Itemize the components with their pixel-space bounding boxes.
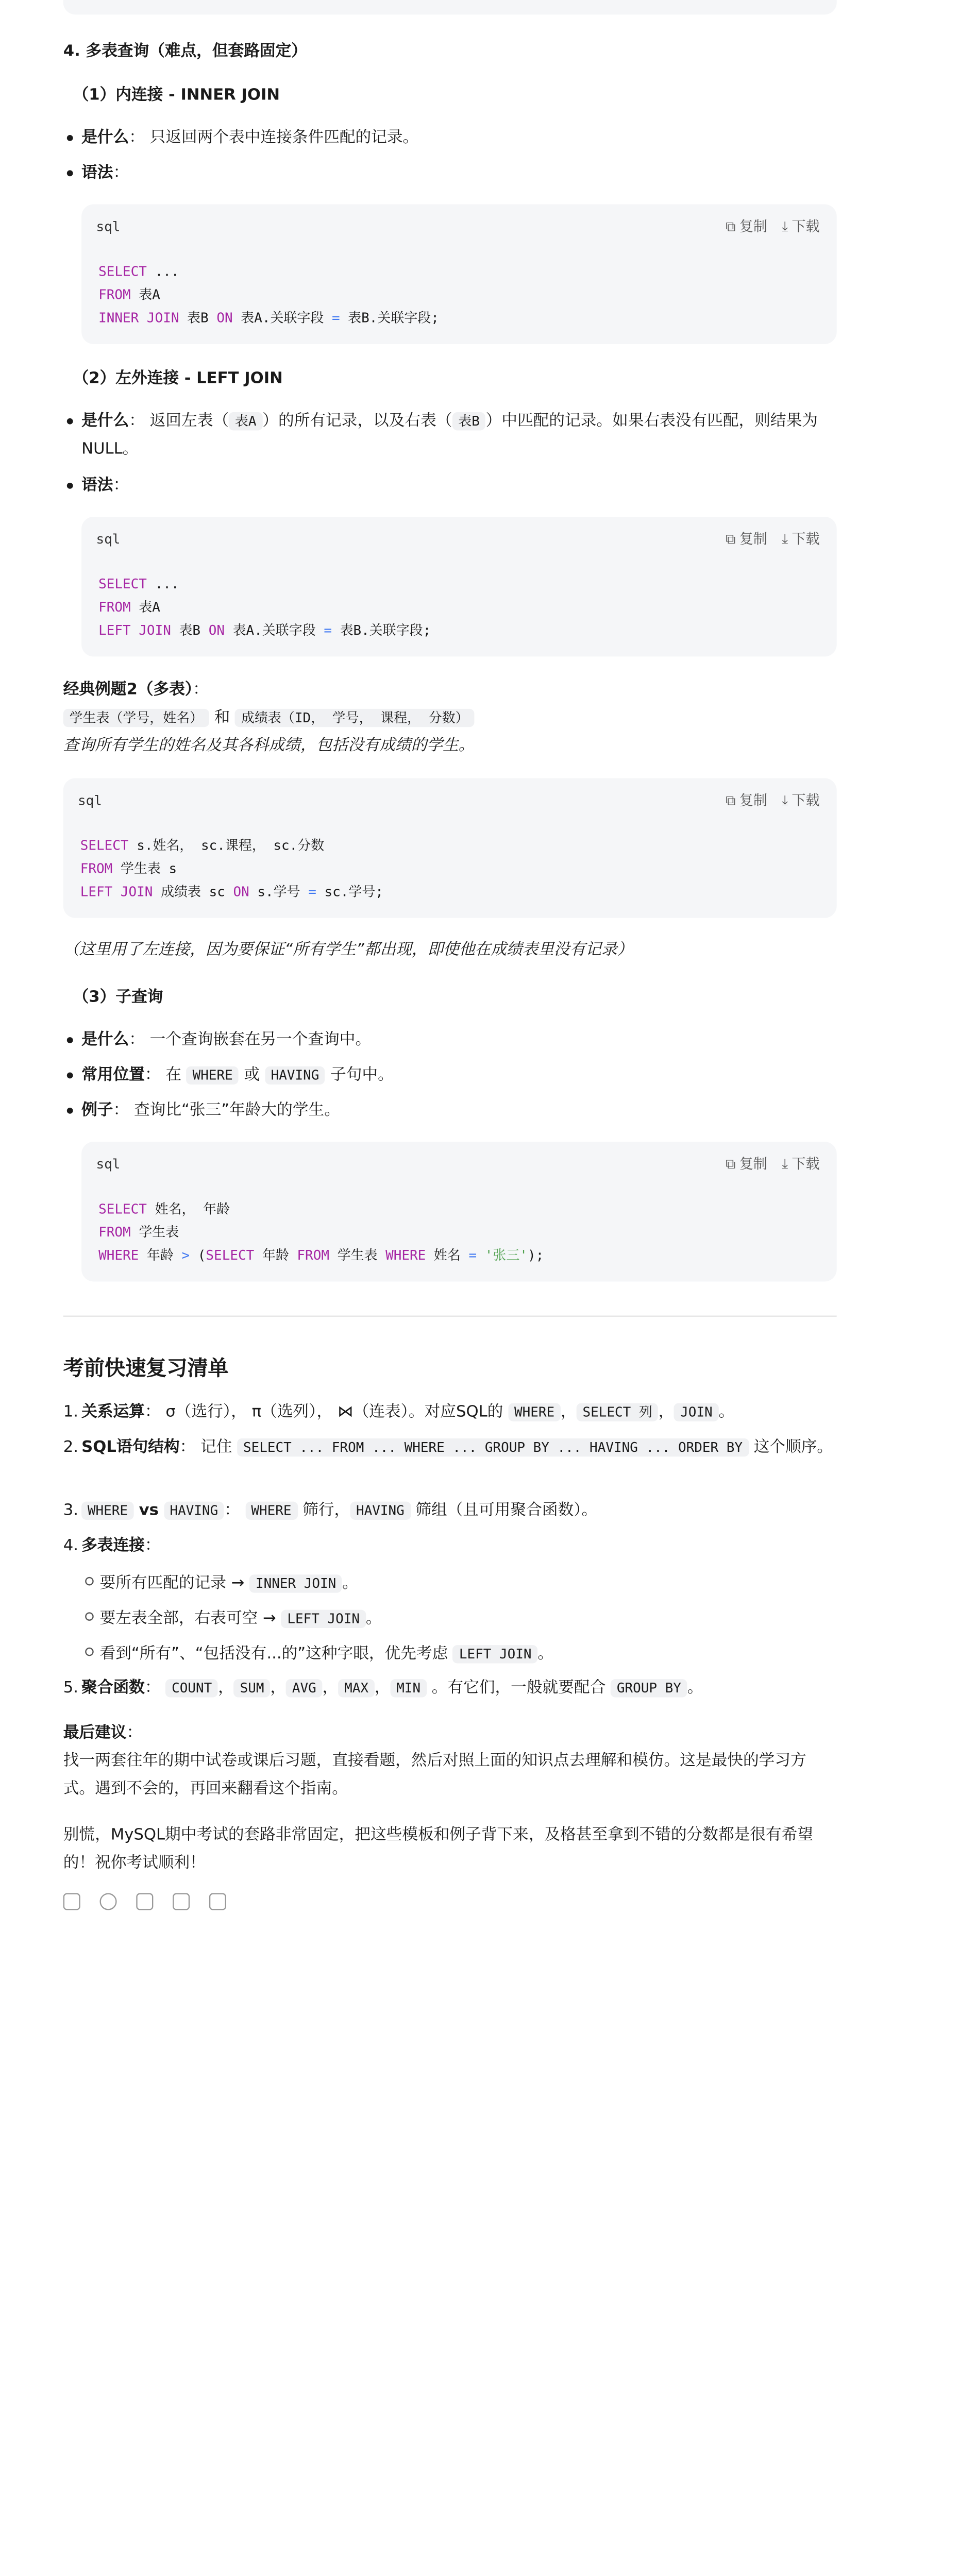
subsection-left-join-title: （2）左外连接 - LEFT JOIN <box>73 369 283 388</box>
share-icon[interactable] <box>209 1893 226 1910</box>
copy-icon: ⧉ <box>726 217 736 234</box>
download-icon: ⤓ <box>782 791 788 808</box>
divider <box>63 1316 837 1317</box>
message-actions <box>63 1893 226 1910</box>
advice-paragraph-1: 找一两套往年的期中试卷或课后习题，直接看题，然后对照上面的知识点去理解和模仿。这是最快的学习方式。遇到不会的，再回来翻看这个指南。 <box>63 1752 806 1799</box>
code-block-subquery: sql ⧉ 复制 ⤓ 下载 SELECT 姓名， 年龄 FROM 学生表 WHERE 年龄 > (SELECT 年龄 FROM 学生表 WHERE 姓名 = '张三'); <box>81 1142 837 1281</box>
download-button[interactable]: ⤓ 下载 <box>782 529 820 547</box>
download-icon: ⤓ <box>782 217 788 234</box>
copy-icon: ⧉ <box>726 1154 736 1172</box>
code-content: SELECT ... FROM 表A LEFT JOIN 表B ON 表A.关联字段 = 表B.关联字段; <box>98 576 431 638</box>
advice-paragraph-2: 别慌，MySQL期中考试的套路非常固定，把这些模板和例子背下来，及格甚至拿到不错的分数都是很有希望的！祝你考试顺利！ <box>63 1826 813 1873</box>
code-content: SELECT s.姓名， sc.课程， sc.分数 FROM 学生表 s LEFT JOIN 成绩表 sc ON s.学号 = sc.学号; <box>80 838 383 900</box>
subsection-inner-join-title: （1）内连接 - INNER JOIN <box>73 86 280 105</box>
copy-button[interactable]: ⧉ 复制 <box>726 791 767 809</box>
advice-title: 最后建议： <box>63 1724 143 1742</box>
example2-title: 经典例题2（多表）： <box>63 681 209 699</box>
download-icon: ⤓ <box>782 1154 788 1172</box>
review-title: 考前快速复习清单 <box>63 1357 229 1381</box>
section-title: 4. 多表查询（难点，但套路固定） <box>63 42 307 61</box>
code-block-example2: sql ⧉ 复制 ⤓ 下载 SELECT s.姓名， sc.课程， sc.分数 FROM 学生表 s LEFT JOIN 成绩表 sc ON s.学号 = sc.学号; <box>63 778 837 918</box>
example2-question: 查询所有学生的姓名及其各科成绩，包括没有成绩的学生。 <box>63 737 475 755</box>
code-content: SELECT 姓名， 年龄 FROM 学生表 WHERE 年龄 > (SELECT 年龄 FROM 学生表 WHERE 姓名 = '张三'); <box>98 1201 544 1264</box>
previous-code-block-edge <box>63 0 837 14</box>
thumbs-down-icon[interactable] <box>173 1893 190 1910</box>
example2-note: （这里用了左连接，因为要保证“所有学生”都出现，即使他在成绩表里没有记录） <box>63 941 633 960</box>
code-block-inner-join: sql ⧉ 复制 ⤓ 下载 SELECT ... FROM 表A INNER JOIN 表B ON 表A.关联字段 = 表B.关联字段; <box>81 204 837 344</box>
subsection-subquery-title: （3）子查询 <box>73 988 163 1007</box>
copy-button[interactable]: ⧉ 复制 <box>726 217 767 235</box>
code-block-left-join: sql ⧉ 复制 ⤓ 下载 SELECT ... FROM 表A LEFT JOIN 表B ON 表A.关联字段 = 表B.关联字段; <box>81 517 837 656</box>
copy-icon: ⧉ <box>726 791 736 808</box>
example2-tables: 学生表（学号，姓名） 和 成绩表（ID， 学号， 课程， 分数） <box>63 704 837 732</box>
copy-button[interactable]: ⧉ 复制 <box>726 1154 767 1173</box>
download-button[interactable]: ⤓ 下载 <box>782 217 820 235</box>
code-content: SELECT ... FROM 表A INNER JOIN 表B ON 表A.关联字段 = 表B.关联字段; <box>98 264 439 326</box>
copy-button[interactable]: ⧉ 复制 <box>726 529 767 547</box>
regenerate-icon[interactable] <box>100 1893 117 1910</box>
thumbs-up-icon[interactable] <box>136 1893 153 1910</box>
download-button[interactable]: ⤓ 下载 <box>782 791 820 809</box>
copy-icon[interactable] <box>63 1893 80 1910</box>
download-icon: ⤓ <box>782 529 788 547</box>
copy-icon: ⧉ <box>726 529 736 547</box>
download-button[interactable]: ⤓ 下载 <box>782 1154 820 1173</box>
